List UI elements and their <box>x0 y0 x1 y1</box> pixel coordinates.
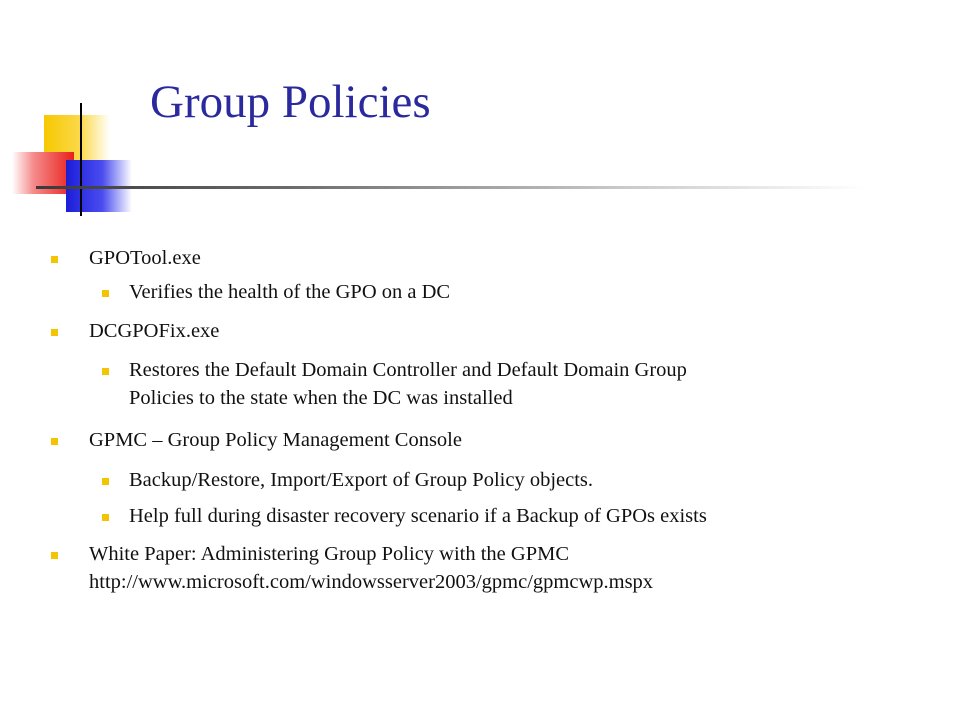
bullet-text: Verifies the health of the GPO on a DC <box>129 281 451 303</box>
bullet-text: Policies to the state when the DC was installed <box>129 387 513 409</box>
bullet-text: DCGPOFix.exe <box>89 320 220 342</box>
bullet-marker-icon <box>51 552 58 559</box>
bullet-text: White Paper: Administering Group Policy with the GPMC <box>89 543 570 565</box>
bullet-marker-icon <box>51 256 58 263</box>
bullet-marker-icon <box>102 368 109 375</box>
bullet-text: GPMC – Group Policy Management Console <box>89 429 462 451</box>
sub-bullet-item <box>129 502 707 530</box>
sub-bullet-item <box>129 466 593 494</box>
bullet-link-text: http://www.microsoft.com/windowsserver2003/gpmc/gpmcwp.mspx <box>89 571 654 593</box>
bullet-item <box>89 426 462 454</box>
bullet-text: Restores the Default Domain Controller and Default Domain Group <box>129 359 687 381</box>
bullet-item <box>89 317 219 345</box>
sub-bullet-item <box>129 356 687 412</box>
bullet-item <box>89 244 201 272</box>
bullet-text: GPOTool.exe <box>89 247 201 269</box>
bullet-marker-icon <box>102 478 109 485</box>
bullet-marker-icon <box>51 329 58 336</box>
bullet-text: Backup/Restore, Import/Export of Group Policy objects. <box>129 469 594 491</box>
logo-vertical-line <box>80 140 82 216</box>
title-underline <box>36 186 866 189</box>
slide-title: Group Policies <box>150 76 431 128</box>
bullet-marker-icon <box>102 514 109 521</box>
bullet-item <box>89 540 653 596</box>
bullet-text: Help full during disaster recovery scenario if a Backup of GPOs exists <box>129 505 707 527</box>
bullet-marker-icon <box>51 438 58 445</box>
sub-bullet-item <box>129 278 450 306</box>
bullet-marker-icon <box>102 290 109 297</box>
